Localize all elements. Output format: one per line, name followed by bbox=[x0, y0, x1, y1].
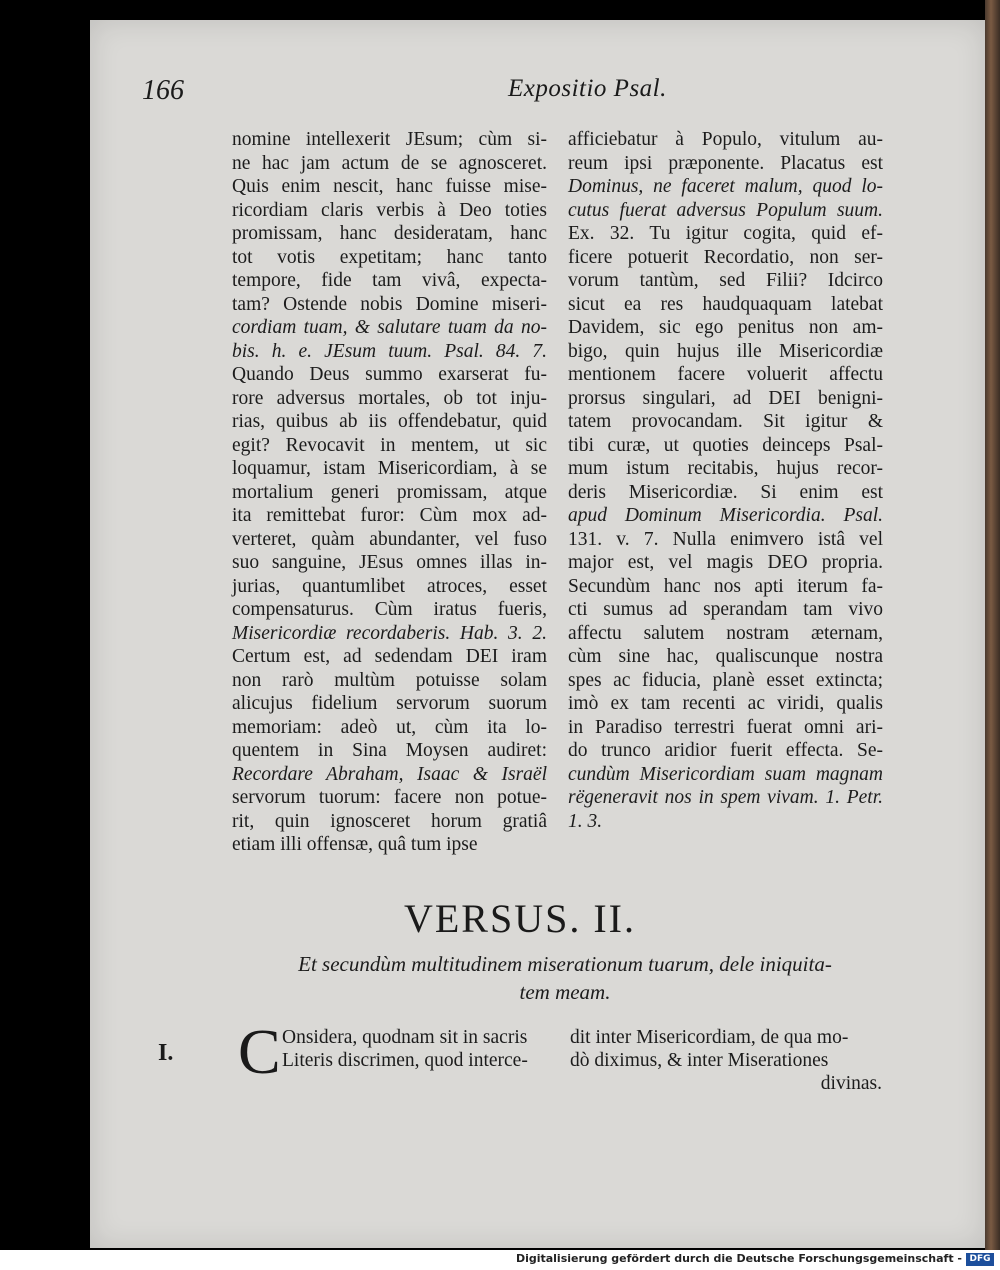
text-line: rias, quibus ab iis offendebatur, quid bbox=[232, 411, 547, 432]
text-line: sicut ea res haudquaquam latebat bbox=[568, 293, 883, 315]
text-line: in Paradiso terrestri fuerat omni ari- bbox=[568, 716, 883, 738]
text-line: Quis enim nescit, hanc fuisse mise- bbox=[232, 176, 547, 197]
text-line: suo sanguine, JEsus omnes illas in- bbox=[232, 552, 547, 573]
text-line: imò ex tam recenti ac viridi, qualis bbox=[568, 693, 883, 714]
running-head: Expositio Psal. bbox=[508, 75, 667, 102]
text-line: rit, quin ignosceret horum gratiâ bbox=[232, 810, 547, 832]
verse-line: Et secundùm multitudinem miserationum tuarum, dele iniquita- bbox=[298, 952, 832, 976]
footer-bar bbox=[0, 1250, 1000, 1270]
section-marker: I. bbox=[158, 1040, 174, 1066]
text-line: Davidem, sic ego penitus non am- bbox=[568, 317, 883, 338]
section-right-text bbox=[570, 1026, 882, 1095]
text-line: servorum tuorum: facere non potue- bbox=[232, 787, 547, 808]
text-line: tibi curæ, ut quoties deinceps Psal- bbox=[568, 434, 883, 456]
text-line: reum ipsi præponente. Placatus est bbox=[568, 152, 883, 174]
text-line: non rarò multùm potuisse solam bbox=[232, 669, 547, 691]
text-line: Recordare Abraham, Isaac & Israël bbox=[232, 763, 547, 785]
page-number: 166 bbox=[142, 75, 184, 106]
section-left-text bbox=[282, 1026, 550, 1072]
text-line: mentionem facere voluerit affectu bbox=[568, 364, 883, 385]
text-line: jurias, quantumlibet atroces, esset bbox=[232, 575, 547, 597]
text-line: alicujus fidelium servorum suorum bbox=[232, 693, 547, 714]
text-line: 1. 3. bbox=[568, 810, 603, 832]
text-line: Quando Deus summo exarserat fu- bbox=[232, 364, 547, 385]
text-line: deris Misericordiæ. Si enim est bbox=[568, 481, 883, 503]
text-line: affectu salutem nostram æternam, bbox=[568, 622, 883, 644]
text-line: Literis discrimen, quod interce- bbox=[282, 1050, 528, 1071]
text-line: Ex. 32. Tu igitur cogita, quid ef- bbox=[568, 223, 883, 244]
text-line: mum istum recitabis, hujus recor- bbox=[568, 458, 883, 479]
text-line: spes ac fiducia, planè esset extincta; bbox=[568, 669, 883, 691]
text-line: cti sumus ad sperandam tam vivo bbox=[568, 599, 883, 620]
page-header bbox=[0, 75, 1000, 115]
text-line: quentem in Sina Moysen audiret: bbox=[232, 740, 547, 761]
text-line: cùm sine hac, qualiscunque nostra bbox=[568, 646, 883, 667]
text-line: cundùm Misericordiam suam magnam bbox=[568, 763, 883, 785]
text-line: egit? Revocavit in mentem, ut sic bbox=[232, 434, 547, 456]
text-line: promissam, hanc desideratam, hanc bbox=[232, 223, 547, 244]
text-line: apud Dominum Misericordia. Psal. bbox=[568, 505, 883, 526]
drop-cap: C bbox=[238, 1016, 281, 1087]
text-line: ficere potuerit Recordatio, non ser- bbox=[568, 246, 883, 268]
text-line: cordiam tuam, & salutare tuam da no- bbox=[232, 317, 547, 338]
text-line: tatem provocandam. Sit igitur & bbox=[568, 411, 883, 432]
text-line: memoriam: adeò ut, cùm ita lo- bbox=[232, 716, 547, 738]
verse-text bbox=[270, 950, 860, 1006]
text-line: bigo, quin hujus ille Misericordiæ bbox=[568, 340, 883, 362]
verse-heading: VERSUS. II. bbox=[403, 896, 637, 941]
text-line: ricordiam claris verbis à Deo toties bbox=[232, 199, 547, 221]
text-line: ita remittebat furor: Cùm mox ad- bbox=[232, 505, 547, 526]
text-line: prorsus singulari, ad DEI benigni- bbox=[568, 387, 883, 409]
text-line: major est, vel magis DEO propria. bbox=[568, 552, 883, 573]
funding-credit: Digitalisierung gefördert durch die Deutsche Forschungsgemeinschaft - bbox=[515, 1252, 962, 1265]
text-line: Secundùm hanc nos apti iterum fa- bbox=[568, 575, 883, 597]
text-line: loquamur, istam Misericordiam, à se bbox=[232, 458, 547, 479]
dfg-logo: DFG bbox=[966, 1253, 994, 1266]
text-line: tam? Ostende nobis Domine miseri- bbox=[232, 293, 547, 315]
text-line: etiam illi offensæ, quâ tum ipse bbox=[232, 834, 478, 855]
left-column bbox=[232, 128, 547, 857]
text-line: Certum est, ad sedendam DEI iram bbox=[232, 646, 547, 667]
text-line: Onsidera, quodnam sit in sacris bbox=[282, 1027, 528, 1048]
text-line: do trunco aridior fuerit effecta. Se- bbox=[568, 740, 883, 761]
text-line: cutus fuerat adversus Populum suum. bbox=[568, 199, 883, 221]
right-column bbox=[568, 128, 883, 833]
text-line: bis. h. e. JEsum tuum. Psal. 84. 7. bbox=[232, 340, 547, 362]
text-line: rëgeneravit nos in spem vivam. 1. Petr. bbox=[568, 787, 883, 808]
text-line: vorum tantùm, sed Filii? Idcirco bbox=[568, 270, 883, 291]
verse-line: tem meam. bbox=[519, 980, 611, 1004]
text-line: mortalium generi promissam, atque bbox=[232, 481, 547, 503]
text-line: rore adversus mortales, ob tot inju- bbox=[232, 387, 547, 409]
text-line: afficiebatur à Populo, vitulum au- bbox=[568, 129, 883, 150]
text-line: divinas. bbox=[820, 1073, 882, 1094]
text-line: tempore, fide tam vivâ, expecta- bbox=[232, 270, 547, 291]
text-line: dò diximus, & inter Miserationes bbox=[570, 1050, 829, 1071]
text-line: ne hac jam actum de se agnosceret. bbox=[232, 152, 547, 174]
text-line: dit inter Misericordiam, de qua mo- bbox=[570, 1027, 849, 1048]
text-line: verteret, quàm abundanter, vel fuso bbox=[232, 528, 547, 550]
text-line: Dominus, ne faceret malum, quod lo- bbox=[568, 176, 883, 197]
text-line: compensaturus. Cùm iratus fueris, bbox=[232, 599, 547, 620]
text-line: Misericordiæ recordaberis. Hab. 3. 2. bbox=[232, 622, 547, 644]
text-line: tot votis expetitam; hanc tanto bbox=[232, 246, 547, 268]
text-line: 131. v. 7. Nulla enimvero istâ vel bbox=[568, 528, 883, 550]
text-line: nomine intellexerit JEsum; cùm si- bbox=[232, 129, 547, 150]
page-edge bbox=[985, 0, 1000, 1250]
